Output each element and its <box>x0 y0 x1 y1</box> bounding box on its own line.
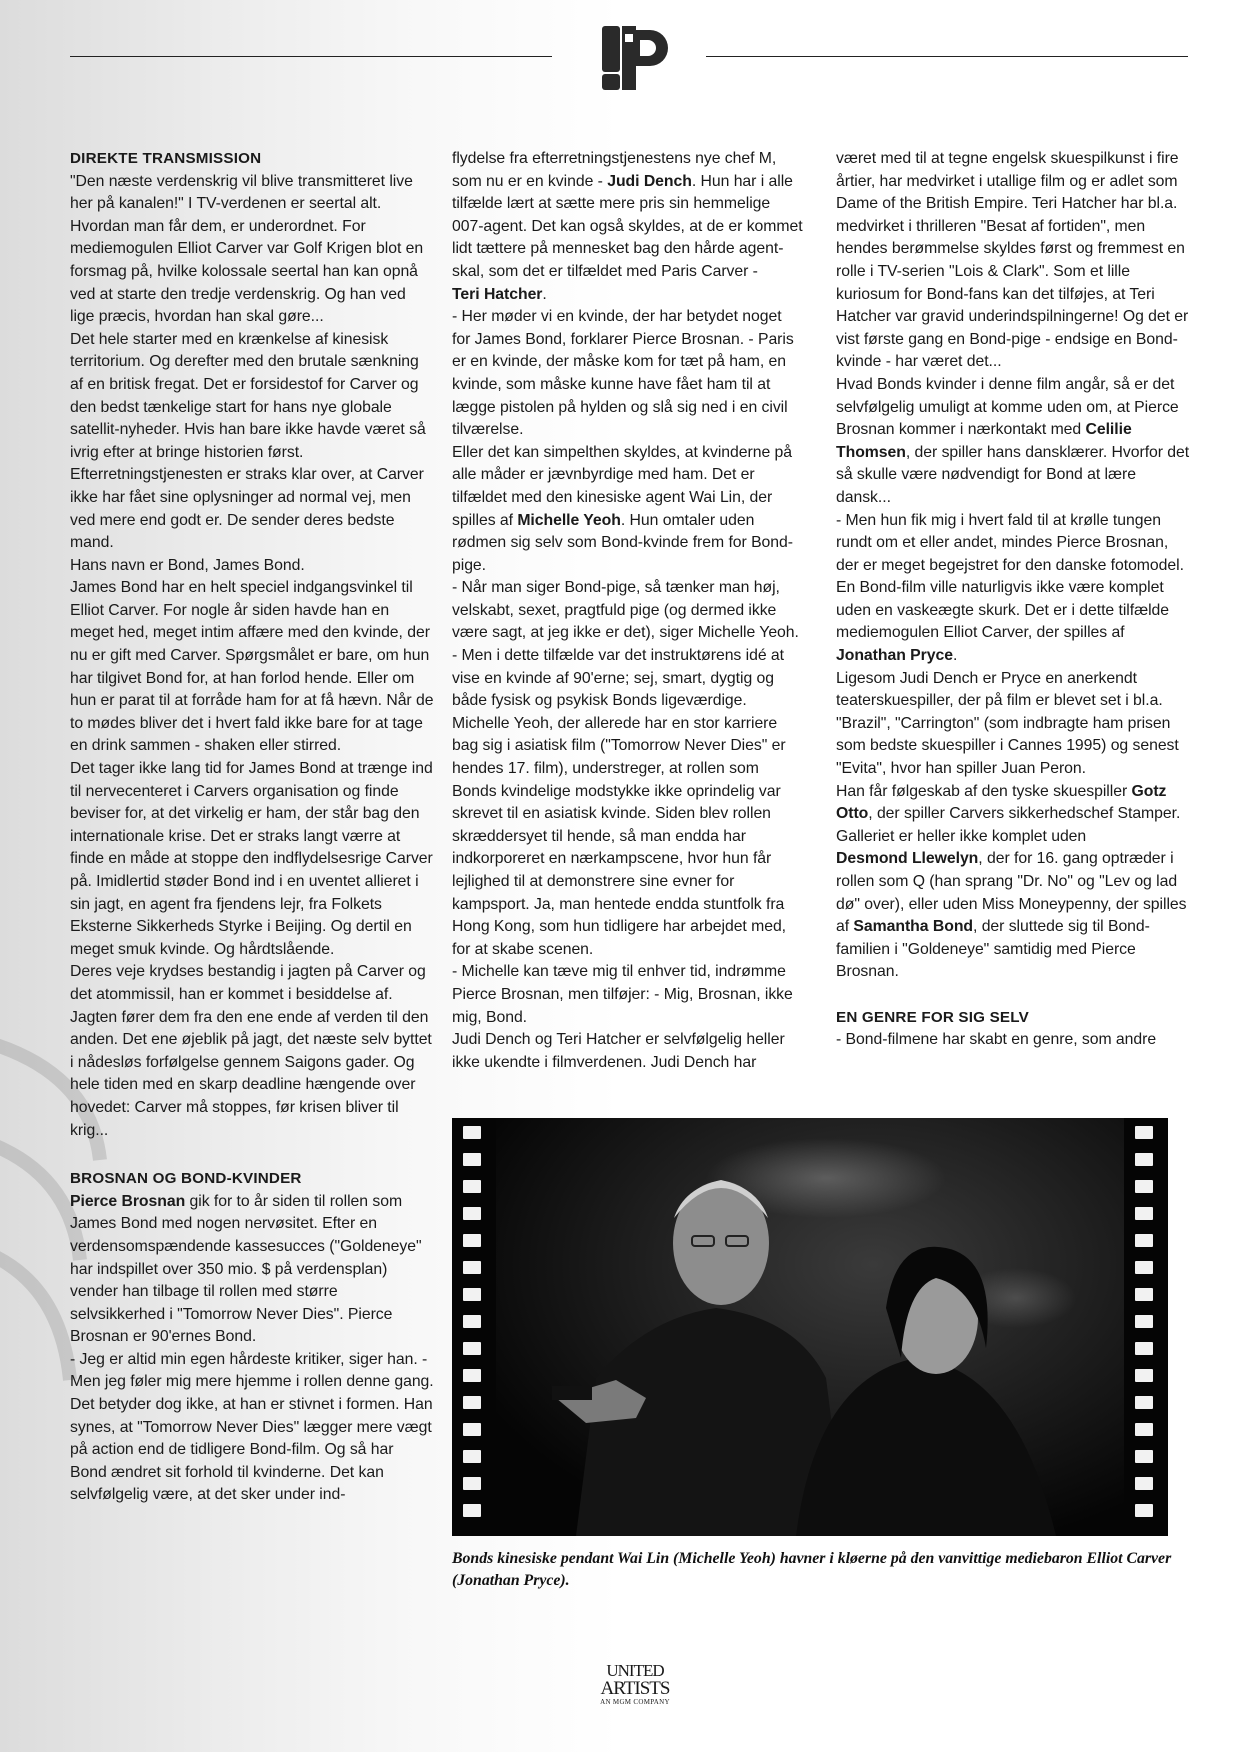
film-sprocket-hole <box>1135 1477 1153 1490</box>
paragraph-text: , der sluttede sig til Bond-familien i "Goldeneye" samtidig med Pierce Brosnan. <box>836 918 1150 981</box>
paragraph-text: - Jeg er altid min egen hårdeste kritiker, siger han. - Men jeg føler mig mere hjemme i rollen denne gang. <box>70 1350 434 1391</box>
film-sprocket-hole <box>1135 1450 1153 1463</box>
paragraph-spacer <box>836 984 1192 1007</box>
actor-name: Judi Dench <box>607 172 692 190</box>
paragraph-text: - Men hun fik mig i hvert fald til at krølle tungen rundt om et eller andet, mindes Pierce Brosnan, der er meget begejstret for den danske fotomodel. <box>836 511 1184 574</box>
paragraph-text: Michelle Yeoh, der allerede har en stor karriere bag sig i asiatisk film ("Tomorrow Never Dies" er hendes 17. film), understreger, at rollen som Bonds kvindelige modstykke ikke oprindelig var skrevet til en asiatisk kvinde. Siden blev rollen skræddersyet til hende, så man endda har indkorporeret en nærkampscene, hvor hun får lejlighed til at demonstrere sine evner for kampsport. Ja, man hentede endda stuntfolk fra Hong Kong, som hun tidligere har arbejdet med, for at skabe scenen. <box>452 714 787 958</box>
paragraph-text: flydelse fra efterretningstjenestens nye chef M, som nu er en kvinde - <box>452 150 777 190</box>
paragraph-text: Deres veje krydses bestandig i jagten på Carver og det atommissil, han er kommet i besiddelse af. Jagten fører dem fra den ene ende af verden til den anden. Det ene øjeblik på jagt, det næste selv byttet i nådesløs forfølgelse gennem Saigons gader. Og hele tiden med en skarp deadline hængende over hovedet: Carver må stoppes, før krisen bliver til krig... <box>70 963 432 1139</box>
article-column-3 <box>836 148 1192 1052</box>
paragraph-text: En Bond-film ville naturligvis ikke være komplet uden en vaskeægte skurk. Det er i dette tilfælde mediemogulen Elliot Carver, der spilles af <box>836 579 1170 642</box>
header-rule-right <box>706 56 1188 57</box>
actor-name: Gotz Otto <box>836 782 1167 823</box>
article-paragraph <box>70 329 434 465</box>
section-heading: BROSNAN OG BOND-KVINDER <box>70 1170 302 1188</box>
paragraph-text: . Hun har i alle tilfælde lært at sætte mere pris sin hemmelige 007-agent. Det kan også skyldes, at de er kommet lidt tættere på mennesket bag den hårde agent-skal, som det er tilfældet med Paris Carver - <box>452 172 803 280</box>
film-sprocket-hole <box>463 1477 481 1490</box>
paragraph-text: Ligesom Judi Dench er Pryce en anerkendt teaterskuespiller, der på film er blevet set i bl.a. "Brazil", "Carrington" (som indbragte ham prisen som bedste skuespiller i Cannes 1995) og senest "Evita", hvor han spiller Juan Peron. <box>836 669 1179 778</box>
actor-name: Pierce Brosnan <box>70 1192 186 1210</box>
article-paragraph <box>70 555 434 578</box>
article-paragraph <box>70 577 434 758</box>
film-sprocket-hole <box>1135 1180 1153 1193</box>
article-paragraph <box>452 306 804 442</box>
article-paragraph <box>836 577 1192 645</box>
film-still-photo <box>452 1118 1168 1536</box>
logo-line-1: UNITED <box>606 1661 664 1680</box>
article-column-2 <box>452 148 804 1074</box>
film-strip-left <box>452 1118 496 1536</box>
film-sprocket-hole <box>463 1396 481 1409</box>
actor-name: Jonathan Pryce <box>836 647 953 665</box>
paragraph-text: - Bond-filmene har skabt en genre, som andre <box>836 1031 1157 1049</box>
article-paragraph <box>836 148 1192 374</box>
actor-name: Teri Hatcher <box>452 285 543 303</box>
article-paragraph <box>452 148 804 284</box>
article-paragraph <box>70 1191 434 1349</box>
paragraph-text: været med til at tegne engelsk skuespilkunst i fire årtier, har medvirket i utallige film og er adlet som Dame of the British Empire. Teri Hatcher har bl.a. medvirket i thrilleren "Besat af fortiden", men hendes berømmelse skyldes først og fremmest en rolle i TV-serien "Lois & Clark". Som et lille kuriosum for Bond-fans kan det tilføjes, at Teri Hatcher var gravid underindspilningerne! Og det er vist første gang en Bond-pige - endsige en Bond-kvinde - har været det... <box>836 150 1189 371</box>
paragraph-text: Judi Dench og Teri Hatcher er selvfølgelig heller ikke ukendte i filmverdenen. Judi Dench har <box>452 1031 785 1071</box>
film-sprocket-hole <box>1135 1504 1153 1517</box>
logo-line-3: AN MGM COMPANY <box>600 1698 670 1706</box>
film-sprocket-hole <box>463 1126 481 1139</box>
article-paragraph <box>836 374 1192 510</box>
article-paragraph <box>70 1394 434 1507</box>
article-paragraph <box>452 284 804 307</box>
section-heading: DIREKTE TRANSMISSION <box>70 150 262 167</box>
section-heading: EN GENRE FOR SIG SELV <box>836 1008 1029 1026</box>
article-paragraph <box>452 713 804 962</box>
paragraph-text: . <box>952 647 958 665</box>
film-sprocket-hole <box>1135 1234 1153 1247</box>
article-paragraph <box>836 1029 1192 1052</box>
article-paragraph <box>836 781 1192 849</box>
actor-name: Michelle Yeoh <box>517 511 621 529</box>
article-paragraph <box>836 510 1192 578</box>
article-paragraph <box>452 442 804 578</box>
article-paragraph <box>836 668 1192 781</box>
actor-name: Celilie Thomsen <box>836 421 1132 461</box>
header-rule-left <box>70 56 552 57</box>
paragraph-text: "Den næste verdenskrig vil blive transmitteret live her på kanalen!" I TV-verdenen er seertal alt. Hvordan man får dem, er underordnet. For mediemogulen Elliot Carver var Golf Krigen blot en forsmag på, hvilke kolossale seertal han kan opnå ved at starte den tredje verdenskrig. Og han ved lige præcis, hvordan han skal gøre... <box>70 172 424 326</box>
paragraph-text: Det hele starter med en krænkelse af kinesisk territorium. Og derefter med den brutale sænkning af en britisk fregat. Det er forsidestof for Carver og den bedst tænkelige start for hans nye globale satellit-nyheder. Hvis han bare ikke havde været så ivrig efter at bringe historien først. <box>70 330 426 461</box>
movie-scene-image <box>496 1118 1124 1536</box>
logo-line-2: ARTISTS <box>600 1678 670 1699</box>
film-sprocket-hole <box>463 1153 481 1166</box>
paragraph-text: - Michelle kan tæve mig til enhver tid, indrømme Pierce Brosnan, men tilføjer: - Mig, Brosnan, ikke mig, Bond. <box>452 963 793 1026</box>
film-sprocket-hole <box>463 1369 481 1382</box>
paragraph-text: - Når man siger Bond-pige, så tænker man høj, velskabt, sexet, pragtfuld pige (og dermed ikke være sagt, at jeg ikke er det), siger Michelle Yeoh. - Men i dette tilfælde var det instruktørens idé at vise en kvinde af 90'erne; sej, smart, dygtig og både fysisk og psykisk Bonds ligeværdige. <box>452 579 799 710</box>
film-sprocket-hole <box>463 1315 481 1328</box>
paragraph-text: Eller det kan simpelthen skyldes, at kvinderne på alle måder er jævnbyrdige med ham. Det er tilfældet med den kinesiske agent Wai Lin, der spilles af <box>452 443 792 529</box>
article-column-1 <box>70 148 434 1507</box>
paragraph-text: - Her møder vi en kvinde, der har betydet noget for James Bond, forklarer Pierce Brosnan. - Paris er en kvinde, der måske kom for tæt på ham, en kvinde, som måske kunne have fået ham til at lægge pistolen på hylden og slå sig ned i en civil tilværelse. <box>452 308 794 439</box>
film-strip-right <box>1124 1118 1168 1536</box>
film-sprocket-hole <box>463 1504 481 1517</box>
article-paragraph <box>452 961 804 1029</box>
actor-name: Samantha Bond <box>853 918 974 936</box>
paragraph-text: Hvad Bonds kvinder i denne film angår, så er det selvfølgelig umuligt at komme uden om, at Pierce Brosnan kommer i nærkontakt med <box>836 375 1179 439</box>
film-sprocket-hole <box>463 1180 481 1193</box>
film-sprocket-hole <box>1135 1261 1153 1274</box>
film-sprocket-hole <box>463 1288 481 1301</box>
article-paragraph <box>452 1029 804 1074</box>
article-paragraph <box>70 1349 434 1394</box>
paragraph-text: . Hun omtaler uden rødmen sig selv som Bond-kvinde frem for Bond-pige. <box>452 511 793 574</box>
article-paragraph <box>452 577 804 713</box>
film-sprocket-hole <box>463 1207 481 1220</box>
film-sprocket-hole <box>1135 1342 1153 1355</box>
film-sprocket-hole <box>1135 1126 1153 1139</box>
paragraph-text: Han får følgeskab af den tyske skuespiller <box>836 782 1132 800</box>
paragraph-text: Det betyder dog ikke, at han er stivnet i formen. Han synes, at "Tomorrow Never Dies" lægger mere vægt på action end de tidligere Bond-film. Og så har Bond ændret sit forhold til kvinderne. Det kan selvfølgelig være, at det sker under ind- <box>70 1396 433 1504</box>
film-sprocket-hole <box>1135 1288 1153 1301</box>
photo-caption: Bonds kinesiske pendant Wai Lin (Michelle Yeoh) havner i kløerne på den vanvittige mediebaron Elliot Carver (Jonathan Pryce). <box>452 1550 1172 1589</box>
article-paragraph <box>70 961 434 1142</box>
film-sprocket-hole <box>463 1423 481 1436</box>
film-sprocket-hole <box>463 1342 481 1355</box>
paragraph-text: Efterretningstjenesten er straks klar over, at Carver ikke har fået sine oplysninger ad normal vej, men ved mere end godt er. De sender deres bedste mand. <box>70 466 424 552</box>
film-sprocket-hole <box>463 1261 481 1274</box>
paragraph-text: Hans navn er Bond, James Bond. <box>70 556 305 574</box>
united-artists-logo <box>590 1662 680 1706</box>
paragraph-text: , der for 16. gang optræder i rollen som Q (han sprang "Dr. No" og "Lev og lad dø" over), eller uden Miss Moneypenny, der spilles af <box>836 850 1187 936</box>
article-paragraph <box>70 758 434 961</box>
paragraph-text: Det tager ikke lang tid for James Bond at trænge ind til nervecenteret i Carvers organisation og finde beviser for, at det virkelig er ham, der står bag den internationale krise. Det er straks langt værre at finde en måde at stoppe den indflydelsesrige Carver på. Imidlertid støder Bond ind i en uventet allieret i sin jagt, en agent fra fjendens lejr, fra Folkets Eksterne Sikkerheds Styrke i Beijing. Og dertil en meget smuk kvinde. Og hårdtslående. <box>70 760 433 958</box>
magazine-logo-icon <box>598 26 668 90</box>
paragraph-spacer <box>70 1142 434 1168</box>
film-sprocket-hole <box>463 1234 481 1247</box>
paragraph-text: gik for to år siden til rollen som James Bond med nogen nervøsitet. Efter en verdensomspændende kassesucces ("Goldeneye" har indspillet over 350 mio. $ på verdensplan) vender han tilbage til rollen med større selvsikkerhed i "Tomorrow Never Dies". Pierce Brosnan er 90'ernes Bond. <box>70 1192 422 1346</box>
film-sprocket-hole <box>1135 1396 1153 1409</box>
article-paragraph <box>836 848 1192 984</box>
article-paragraph <box>836 645 1192 668</box>
paragraph-text: . <box>542 285 547 303</box>
film-sprocket-hole <box>1135 1423 1153 1436</box>
film-sprocket-hole <box>1135 1315 1153 1328</box>
film-sprocket-hole <box>463 1450 481 1463</box>
film-sprocket-hole <box>1135 1369 1153 1382</box>
paragraph-text: James Bond har en helt speciel indgangsvinkel til Elliot Carver. For nogle år siden havde han en meget hed, meget intim affære med den kvinde, der nu er gift med Carver. Spørgsmålet er bare, om hun har tilgivet Bond for, at han forlod hende. Eller om hun er parat til at forråde ham for at få hævn. Når de to mødes bliver det i hvert fald ikke bare for at tage en drink sammen - shaken eller stirred. <box>70 579 434 755</box>
article-paragraph <box>70 464 434 554</box>
article-paragraph <box>70 171 434 329</box>
film-sprocket-hole <box>1135 1207 1153 1220</box>
paragraph-text: , der spiller Carvers sikkerhedschef Stamper. Galleriet er heller ikke komplet uden <box>836 805 1181 845</box>
film-sprocket-hole <box>1135 1153 1153 1166</box>
actor-name: Desmond Llewelyn <box>836 850 979 868</box>
paragraph-text: , der spiller hans dansklærer. Hvorfor det så skulle være nødvendigt for Bond at lære dansk... <box>836 443 1190 506</box>
